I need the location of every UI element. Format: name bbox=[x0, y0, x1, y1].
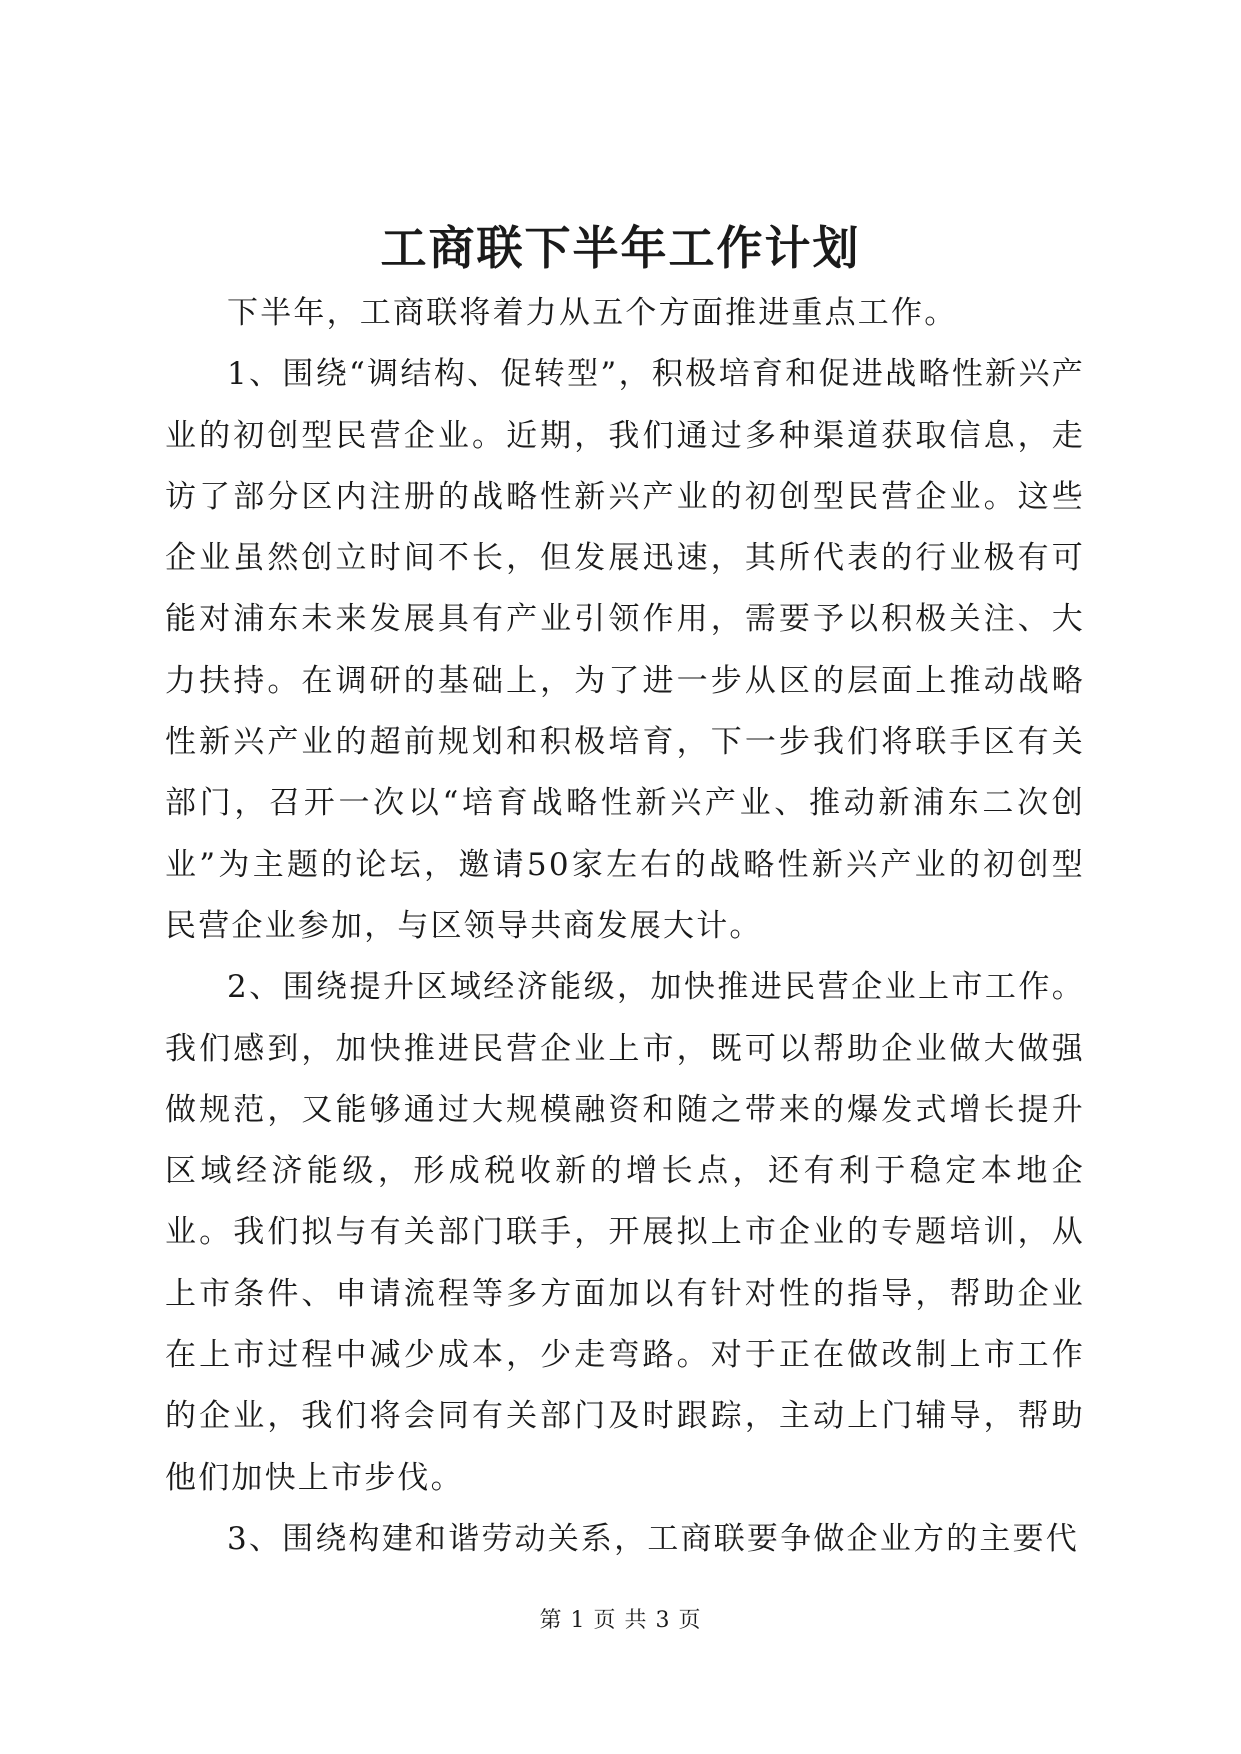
paragraph-item-3: 3、围绕构建和谐劳动关系，工商联要争做企业方的主要代 bbox=[227, 1520, 1079, 1557]
paragraph-item-1: 1、围绕“调结构、促转型”，积极培育和促进战略性新兴产业的初创型民营企业。近期，我们通过多种渠道获取信息，走访了部分区内注册的战略性新兴产业的初创型民营企业。这些企业虽然创立时间不长，但发展迅速，其所代表的行业极有可能对浦东未来发展具有产业引领作用，需要予以积极关注、大力扶持。在调研的基础上，为了进一步从区的层面上推动战略性新兴产业的超前规划和积极培育，下一步我们将联手区有关部门，召开一次以“培育战略性新兴产业、推动新浦东二次创业”为主题的论坛，邀请50家左右的战略性新兴产业的初创型民营企业参加，与区领导共商发展大计。 bbox=[165, 356, 1085, 944]
page-number-footer: 第 1 页 共 3 页 bbox=[539, 1608, 702, 1633]
document-body bbox=[165, 283, 1085, 1570]
document-title: 工商联下半年工作计划 bbox=[380, 221, 861, 275]
paragraph-intro: 下半年，工商联将着力从五个方面推进重点工作。 bbox=[227, 295, 958, 331]
paragraph-item-2: 2、围绕提升区域经济能级，加快推进民营企业上市工作。我们感到，加快推进民营企业上市，既可以帮助企业做大做强做规范，又能够通过大规模融资和随之带来的爆发式增长提升区域经济能级，形成税收新的增长点，还有利于稳定本地企业。我们拟与有关部门联手，开展拟上市企业的专题培训，从上市条件、申请流程等多方面加以有针对性的指导，帮助企业在上市过程中减少成本，少走弯路。对于正在做改制上市工作的企业，我们将会同有关部门及时跟踪，主动上门辅导，帮助他们加快上市步伐。 bbox=[165, 969, 1085, 1496]
